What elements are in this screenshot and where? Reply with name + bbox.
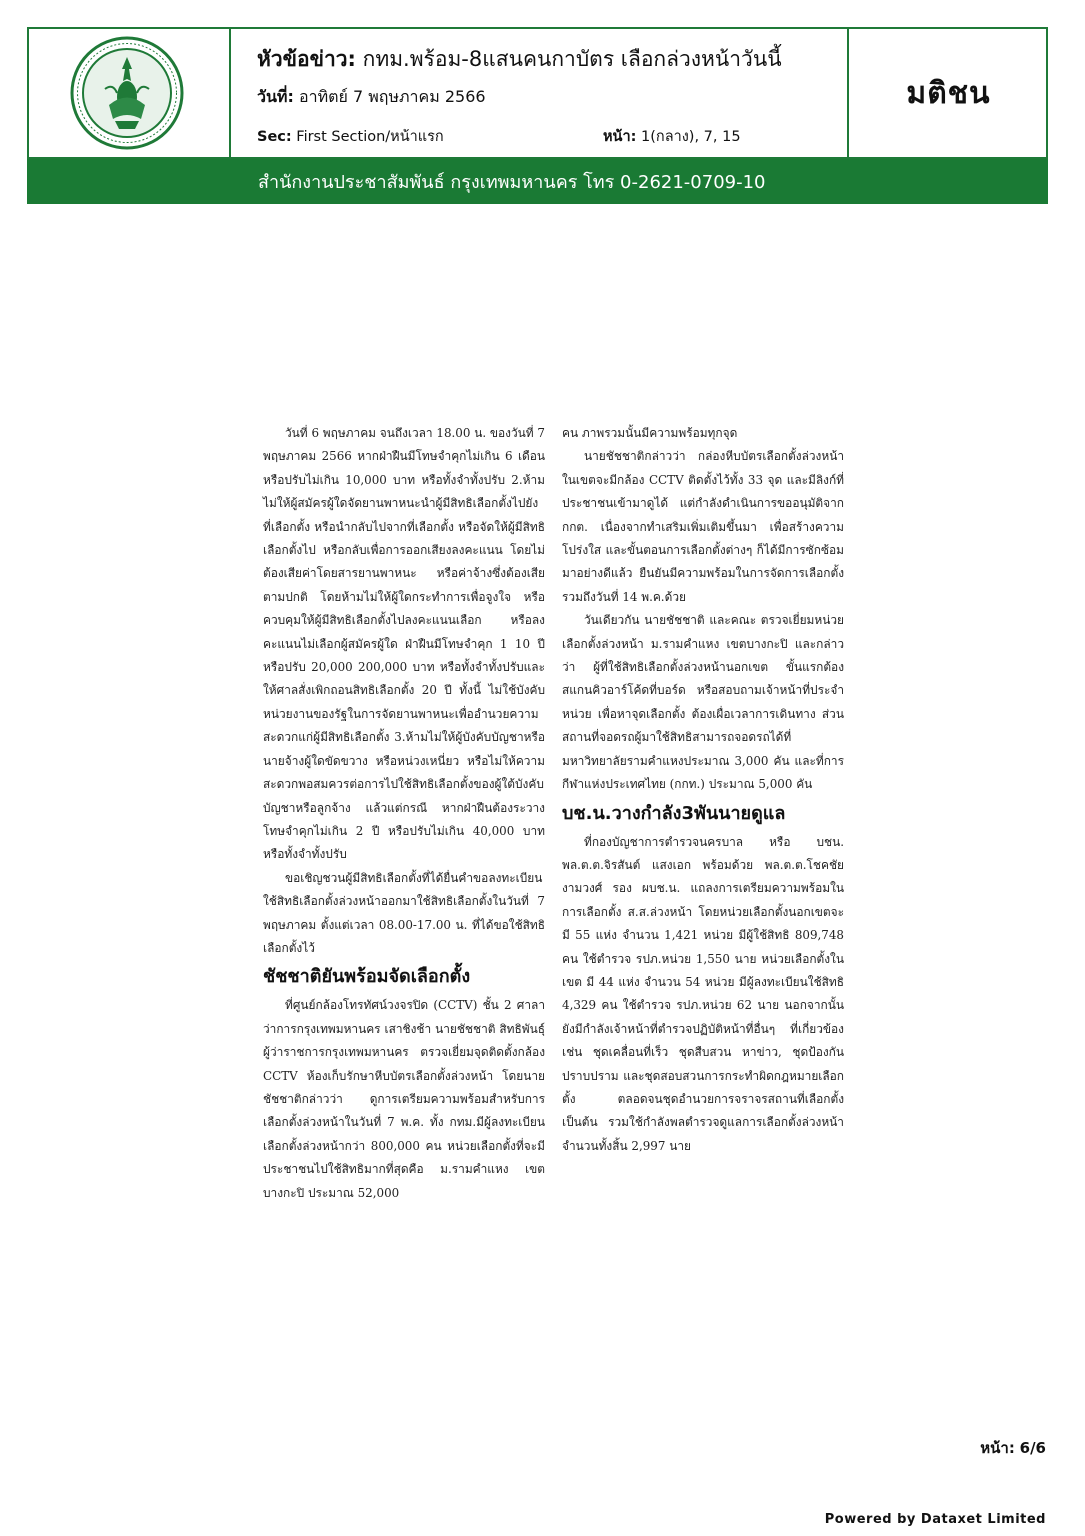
article-paragraph: วันเดียวกัน นายชัชชาติ และคณะ ตรวจเยี่ยมหน่วยเลือกตั้งล่วงหน้า ม.รามคำแหง เขตบางกะปิ และกล่าวว่า ผู้ที่ใช้สิทธิเลือกตั้งล่วงหน้านอกเขต ขั้นแรกต้องสแกนคิวอาร์โค้ดที่บอร์ด หรือสอบถามเจ้าหน้าที่ประจำหน่วย เพื่อหาจุดเลือกตั้ง ต้องเผื่อเวลาการเดินทาง ส่วนสถานที่จอดรถผู้มาใช้สิทธิสามารถจอดรถได้ที่มหาวิทยาลัยรามคำแหงประมาณ 3,000 คัน และที่การกีฬาแห่งประเทศไทย (กกท.) ประมาณ 5,000 คัน [562, 613, 844, 792]
section-label: Sec: [257, 129, 292, 145]
section-text: First Section/หน้าแรก [296, 129, 444, 145]
article-paragraph: ขอเชิญชวนผู้มีสิทธิเลือกตั้งที่ได้ยื่นคำขอลงทะเบียนใช้สิทธิเลือกตั้งล่วงหน้าออกมาใช้สิทธิเลือกตั้งในวันที่ 7 พฤษภาคม ตั้งแต่เวลา 08.00-17.00 น. ที่ได้ขอใช้สิทธิเลือกตั้งไว้ [263, 870, 545, 955]
footer-page-label: หน้า: [980, 1439, 1015, 1457]
bangkok-seal-logo [69, 35, 185, 151]
info-cell [231, 29, 847, 157]
contact-banner [27, 159, 1048, 204]
headline [257, 43, 782, 76]
date-text: อาทิตย์ 7 พฤษภาคม 2566 [298, 87, 486, 106]
left-column [263, 422, 545, 1205]
date-line [257, 85, 486, 110]
page-label: หน้า: [603, 129, 637, 145]
news-clipping [258, 408, 848, 1278]
footer-page-number [980, 1436, 1046, 1460]
article-subheading: บช.น.วางกำลัง3พันนายดูแล [562, 802, 786, 824]
article-paragraph: นายชัชชาติกล่าวว่า กล่องหีบบัตรเลือกตั้งล่วงหน้าในเขตจะมีกล้อง CCTV ติดตั้งไว้ทั้ง 33 จุด และมีลิงก์ที่ประชาชนเข้ามาดูได้ แต่กำลังดำเนินการขออนุมัติจาก กกต. เนื่องจากทำเสริมเพิ่มเติมขึ้นมา เพื่อสร้างความโปร่งใส และขั้นตอนการเลือกตั้งต่างๆ ก็ได้มีการซักซ้อมมาอย่างดีแล้ว ยืนยันมีความพร้อมในการจัดการเลือกตั้งรวมถึงวันที่ 14 พ.ค.ด้วย [562, 449, 844, 604]
logo-cell [29, 29, 231, 157]
article-subheading: ชัชชาติยันพร้อมจัดเลือกตั้ง [263, 966, 471, 988]
contact-banner-text: สำนักงานประชาสัมพันธ์ กรุงเทพมหานคร โทร 0-2621-0709-10 [258, 172, 766, 193]
headline-label: หัวข้อข่าว: [257, 47, 356, 71]
article-paragraph: ที่กองบัญชาการตำรวจนครบาล หรือ บชน. พล.ต.ต.จิรสันต์ แสงเอก พร้อมด้วย พล.ต.ต.โชคชัย งามวงศ์ รอง ผบช.น. แถลงการเตรียมความพร้อมในการเลือกตั้ง ส.ส.ล่วงหน้า โดยหน่วยเลือกตั้งนอกเขตจะมี 55 แห่ง จำนวน 1,421 หน่วย มีผู้ใช้สิทธิ 809,748 คน ใช้ตำรวจ รปภ.หน่วย 1,550 นาย หน่วยเลือกตั้งในเขต มี 44 แห่ง จำนวน 54 หน่วย มีผู้ลงทะเบียนใช้สิทธิ 4,329 คน ใช้ตำรวจ รปภ.หน่วย 62 นาย นอกจากนั้นยังมีกำลังเจ้าหน้าที่ตำรวจปฏิบัติหน้าที่อื่นๆ ที่เกี่ยวข้อง เช่น ชุดเคลื่อนที่เร็ว ชุดสืบสวน หาข่าว, ชุดป้องกันปราบปราม และชุดสอบสวนการกระทำผิดกฎหมายเลือกตั้ง ตลอดจนชุดอำนวยการจราจรสถานที่เลือกตั้ง เป็นต้น รวมใช้กำลังพลตำรวจดูแลการเลือกตั้งล่วงหน้าจำนวนทั้งสิ้น 2,997 นาย [562, 834, 844, 1153]
article-paragraph: วันที่ 6 พฤษภาคม จนถึงเวลา 18.00 น. ของวันที่ 7 พฤษภาคม 2566 หากฝ่าฝืนมีโทษจำคุกไม่เกิน 6 เดือน หรือปรับไม่เกิน 10,000 บาท หรือทั้งจำทั้งปรับ 2.ห้ามไม่ให้ผู้สมัครผู้ใดจัดยานพาหนะนำผู้มีสิทธิเลือกตั้งไปยังที่เลือกตั้ง หรือนำกลับไปจากที่เลือกตั้ง หรือจัดให้ผู้มีสิทธิเลือกตั้งไป หรือกลับเพื่อการออกเสียงลงคะแนน โดยไม่ต้องเสียค่าโดยสารยานพาหนะ หรือค่าจ้างซึ่งต้องเสียตามปกติ โดยห้ามไม่ให้ผู้ใดกระทำการเพื่อจูงใจ หรือควบคุมให้ผู้มีสิทธิเลือกตั้งไปลงคะแนนเลือก หรือลงคะแนนไม่เลือกผู้สมัครผู้ใด ฝ่าฝืนมีโทษจำคุก 1 10 ปี หรือปรับ 20,000 200,000 บาท หรือทั้งจำทั้งปรับและให้ศาลสั่งเพิกถอนสิทธิเลือกตั้ง 20 ปี ทั้งนี้ ไม่ใช้บังคับหน่วยงานของรัฐในการจัดยานพาหนะเพื่ออำนวยความสะดวกแก่ผู้มีสิทธิเลือกตั้ง 3.ห้ามไม่ให้ผู้บังคับบัญชาหรือนายจ้างผู้ใดขัดขวาง หรือหน่วงเหนี่ยว หรือไม่ให้ความสะดวกพอสมควรต่อการไปใช้สิทธิเลือกตั้งของผู้ใต้บังคับบัญชาหรือลูกจ้าง แล้วแต่กรณี หากฝ่าฝืนต้องระวางโทษจำคุกไม่เกิน 2 ปี หรือปรับไม่เกิน 40,000 บาท หรือทั้งจำทั้งปรับ [263, 426, 545, 862]
date-label: วันที่: [257, 87, 294, 106]
powered-by-text: Powered by Dataxet Limited [824, 1512, 1046, 1527]
section-line [257, 125, 444, 148]
page-line [603, 125, 741, 148]
page-text: 1(กลาง), 7, 15 [641, 129, 741, 145]
headline-text: กทม.พร้อม-8แสนคนกาบัตร เลือกล่วงหน้าวันนี้ [362, 47, 782, 71]
right-column [562, 422, 844, 1158]
brand-cell [847, 29, 1048, 157]
news-header [27, 27, 1048, 159]
footer-page-value: 6/6 [1019, 1439, 1046, 1457]
article-paragraph: คน ภาพรวมนั้นมีความพร้อมทุกจุด [562, 426, 738, 440]
publisher-name: มติชน [906, 75, 991, 111]
article-paragraph: ที่ศูนย์กล้องโทรทัศน์วงจรปิด (CCTV) ชั้น 2 ศาลาว่าการกรุงเทพมหานคร เสาชิงช้า นายชัชชาติ สิทธิพันธุ์ ผู้ว่าราชการกรุงเทพมหานคร ตรวจเยี่ยมจุดติดตั้งกล้อง CCTV ห้องเก็บรักษาหีบบัตรเลือกตั้งล่วงหน้า โดยนายชัชชาติกล่าวว่า ดูการเตรียมความพร้อมสำหรับการเลือกตั้งล่วงหน้าในวันที่ 7 พ.ค. ทั้ง กทม.มีผู้ลงทะเบียนเลือกตั้งล่วงหน้ากว่า 800,000 คน หน่วยเลือกตั้งที่จะมีประชาชนไปใช้สิทธิมากที่สุดคือ ม.รามคำแหง เขตบางกะปิ ประมาณ 52,000 [263, 998, 545, 1200]
